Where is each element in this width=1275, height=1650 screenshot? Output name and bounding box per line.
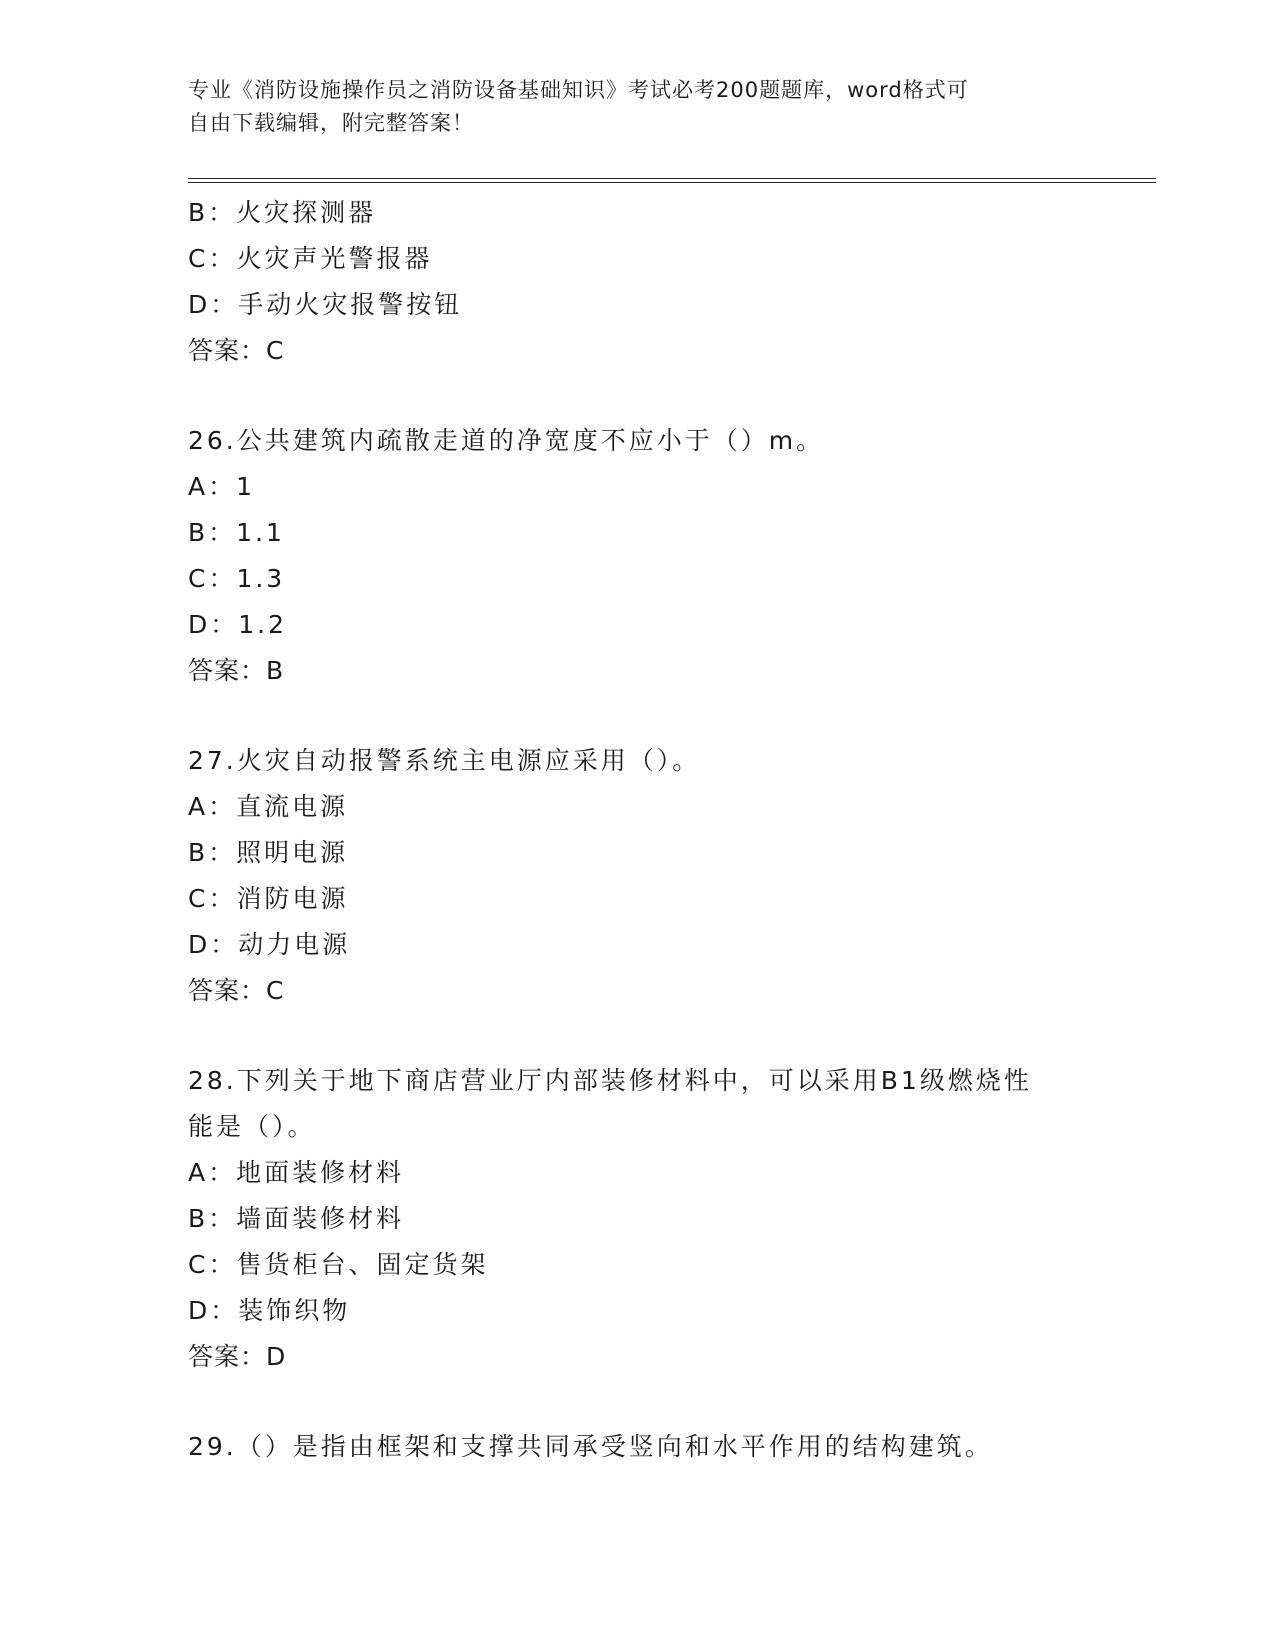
header-line-1: 专业《消防设施操作员之消防设备基础知识》考试必考200题题库，word格式可 (188, 78, 969, 102)
spacer (188, 694, 1088, 738)
question-26 (188, 418, 1088, 694)
option-a: A：地面装修材料 (188, 1158, 405, 1187)
option-a: A：直流电源 (188, 792, 349, 821)
question-text: 29.（）是指由框架和支撑共同承受竖向和水平作用的结构建筑。 (188, 1432, 993, 1461)
option-d: D：手动火灾报警按钮 (188, 290, 463, 319)
question-25 (188, 190, 1088, 374)
option-c: C：火灾声光警报器 (188, 244, 433, 273)
option-c: C：售货柜台、固定货架 (188, 1250, 489, 1279)
header-divider (188, 178, 1156, 183)
answer-line: 答案：D (188, 1342, 287, 1371)
option-b: B：照明电源 (188, 838, 349, 867)
answer-line: 答案：C (188, 336, 285, 365)
header-line-2: 自由下载编辑，附完整答案！ (188, 111, 474, 135)
question-text-line-1: 28.下列关于地下商店营业厅内部装修材料中，可以采用B1级燃烧性 (188, 1066, 1032, 1095)
option-b: B：火灾探测器 (188, 198, 377, 227)
question-29 (188, 1424, 1088, 1470)
option-b: B：墙面装修材料 (188, 1204, 405, 1233)
question-27 (188, 738, 1088, 1014)
option-d: D：动力电源 (188, 930, 351, 959)
question-text-line-2: 能是（）。 (188, 1112, 316, 1141)
question-28 (188, 1058, 1088, 1380)
option-b: B：1.1 (188, 518, 285, 547)
spacer (188, 1380, 1088, 1424)
option-c: C：1.3 (188, 564, 286, 593)
document-header (188, 74, 1088, 140)
option-d: D：装饰织物 (188, 1296, 351, 1325)
option-d: D：1.2 (188, 610, 288, 639)
answer-line: 答案：B (188, 656, 285, 685)
question-text: 26.公共建筑内疏散走道的净宽度不应小于（）m。 (188, 426, 825, 455)
option-c: C：消防电源 (188, 884, 349, 913)
spacer (188, 1014, 1088, 1058)
question-list (188, 190, 1088, 1470)
question-text: 27.火灾自动报警系统主电源应采用（）。 (188, 746, 701, 775)
answer-line: 答案：C (188, 976, 285, 1005)
option-a: A：1 (188, 472, 256, 501)
spacer (188, 374, 1088, 418)
